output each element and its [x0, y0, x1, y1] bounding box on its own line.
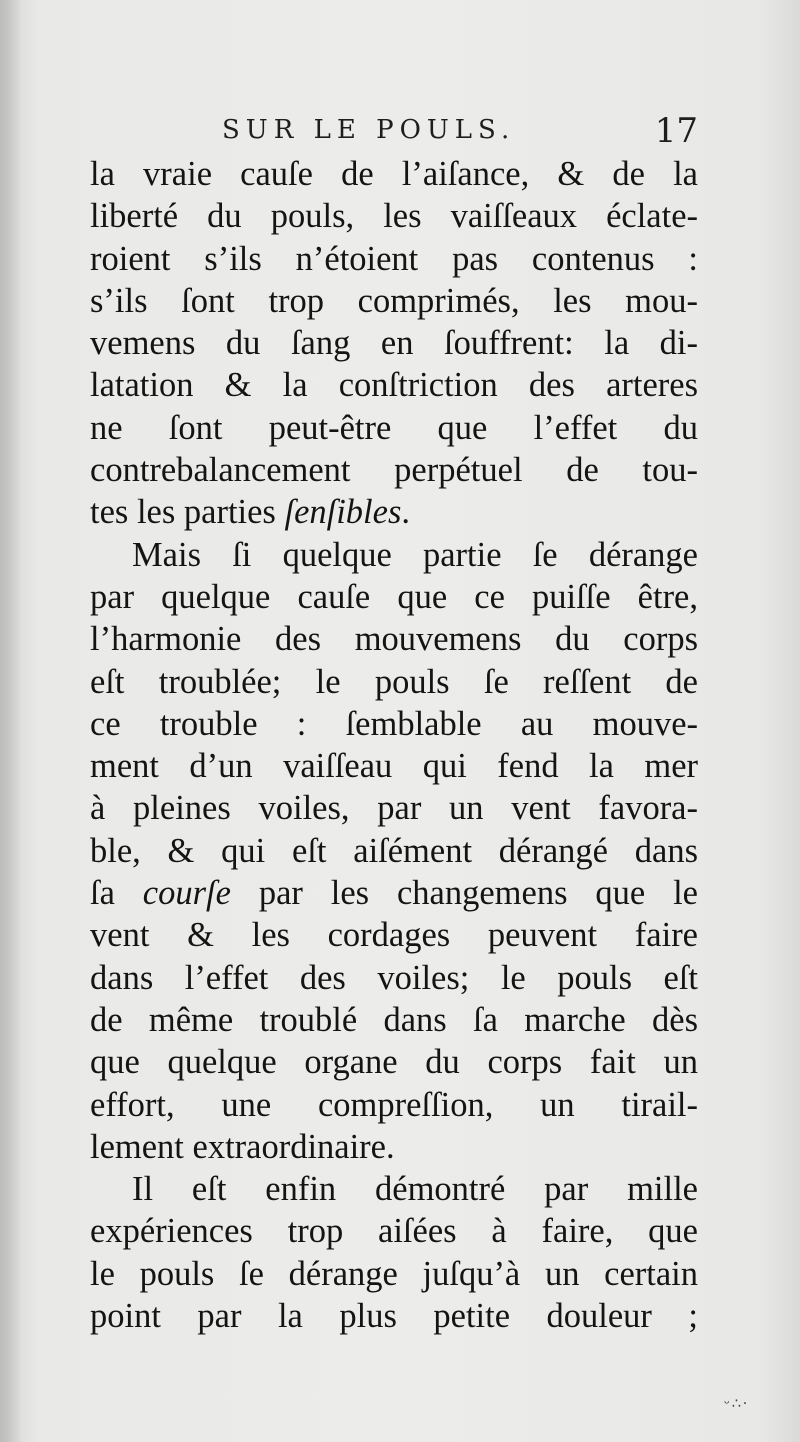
- text-line: par quelque cauſe que ce puiſſe être,: [90, 577, 698, 616]
- text-line: lement extraordinaire.: [90, 1127, 395, 1166]
- text-line: s’ils ſont trop comprimés, les mou-: [90, 281, 698, 320]
- text-line: liberté du pouls, les vaiſſeaux éclate-: [90, 197, 698, 236]
- paragraph-first-line: Il eſt enfin démontré par mille: [132, 1170, 698, 1209]
- text-line: que quelque organe du corps fait un: [90, 1043, 698, 1082]
- paragraph-first-line: Mais ſi quelque partie ſe dérange: [132, 535, 698, 574]
- page-number: 17: [654, 111, 698, 151]
- text-line: ble, & qui eſt aiſément dérangé dans: [90, 831, 698, 870]
- text-fragment: tes les parties: [90, 493, 285, 532]
- running-head: [90, 113, 700, 153]
- text-line: [90, 872, 698, 914]
- text-line: ce trouble : ſemblable au mouve-: [90, 704, 698, 743]
- text-line: le pouls ſe dérange juſqu’à un certain: [90, 1254, 698, 1293]
- text-line: point par la plus petite douleur ;: [90, 1297, 698, 1336]
- text-line: latation & la conſtriction des arteres: [90, 366, 698, 405]
- text-line: la vraie cauſe de l’aiſance, & de la: [90, 155, 698, 193]
- body-text: [90, 153, 698, 1337]
- italic-word: courſe: [142, 874, 231, 913]
- text-fragment: .: [401, 493, 411, 532]
- text-line: vent & les cordages peuvent faire: [90, 916, 698, 955]
- binding-shadow: [0, 0, 22, 1442]
- running-title: SUR LE POULS.: [222, 115, 516, 145]
- text-fragment: par les changemens que le: [230, 874, 698, 913]
- text-line: effort, une compreſſion, un tirail-: [90, 1085, 698, 1124]
- ink-specks: ᵕ∴·: [724, 1396, 750, 1412]
- text-line: [90, 491, 698, 533]
- text-line: eſt troublée; le pouls ſe reſſent de: [90, 662, 698, 701]
- text-line: l’harmonie des mouvemens du corps: [90, 620, 698, 659]
- text-line: à pleines voiles, par un vent favora-: [90, 789, 698, 828]
- text-line: dans l’effet des voiles; le pouls eſt: [90, 958, 698, 997]
- italic-word: ſenſibles: [284, 493, 402, 532]
- text-line: ne ſont peut-être que l’effet du: [90, 408, 698, 447]
- text-line: contrebalancement perpétuel de tou-: [90, 451, 698, 490]
- text-line: ment d’un vaiſſeau qui fend la mer: [90, 747, 698, 786]
- text-fragment: ſa: [90, 874, 143, 913]
- text-line: de même troublé dans ſa marche dès: [90, 1000, 698, 1039]
- text-line: vemens du ſang en ſouffrent: la di-: [90, 324, 698, 363]
- text-line: expériences trop aiſées à faire, que: [90, 1212, 698, 1251]
- text-line: roient s’ils n’étoient pas contenus :: [90, 239, 698, 278]
